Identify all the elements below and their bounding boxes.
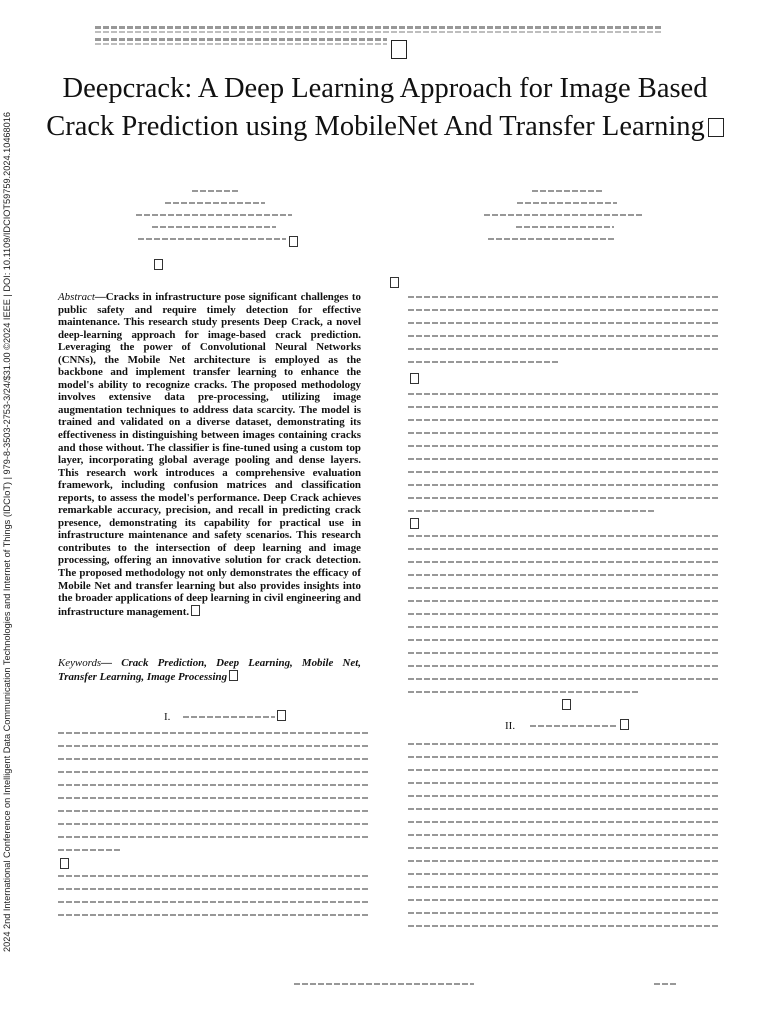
- missing-glyph-icon: [391, 40, 407, 59]
- footer-conference-line: [294, 983, 474, 985]
- keywords: Keywords— Crack Prediction, Deep Learning, Mobile Net, Transfer Learning, Image Processing: [58, 657, 361, 683]
- missing-glyph-icon: [708, 118, 724, 137]
- section-heading-introduction: I.: [164, 710, 286, 723]
- copyright-sidebar: 2024 2nd International Conference on Intelligent Data Communication Technologies and Internet of Things (IDCIoT) | 979-8-3503-2753-3/24/$31.00 ©2024 IEEE | DOI: 10.1109/IDCIOT59759.2024.10468016: [2, 112, 12, 952]
- header-line-2b: [95, 43, 387, 45]
- abstract: Abstract—Cracks in infrastructure pose significant challenges to public safety and require timely detection for effective maintenance. This research study presents Deep Crack, a novel deep-learning approach for image-based crack prediction. Leveraging the power of Convolutional Neural Networks (CNNs), the Mobile Net architecture is employed as the backbone and implement transfer learning to enhance the model's ability to recognize cracks. The proposed methodology involves extensive data pre-processing, utilizing image augmentation techniques to address data scarcity. The model is trained and validated on a diverse dataset, demonstrating its effectiveness in distinguishing between images containing cracks and those without. The classifier is fine-tuned using a custom top layer, incorporating global average pooling and dense layers. This research work introduces a comprehensive evaluation framework, including confusion matrices and classification reports, to assess the model's performance. Deep Crack achieves remarkable accuracy, precision, and recall in predicting crack presence, demonstrating its capability for practical use in infrastructure maintenance and safety scenarios. This research contributes to the intersection of deep learning and image processing, offering an innovative solution for crack detection. The proposed methodology not only demonstrates the efficacy of Mobile Net and transfer learning but also provides insights into the broader applications of deep learning in civil engineering and infrastructure management.: [58, 291, 361, 618]
- paper-title: Deepcrack: A Deep Learning Approach for Image Based Crack Prediction using MobileNet And Transfer Learning: [40, 70, 730, 146]
- missing-glyph-icon: [191, 605, 200, 616]
- footer-page-number: [654, 983, 676, 985]
- header-line-1b: [95, 31, 663, 33]
- missing-glyph-icon: [229, 670, 238, 681]
- section-heading-related-work: II.: [505, 719, 629, 732]
- header-line-1: [95, 26, 663, 29]
- header-line-2: [95, 38, 387, 41]
